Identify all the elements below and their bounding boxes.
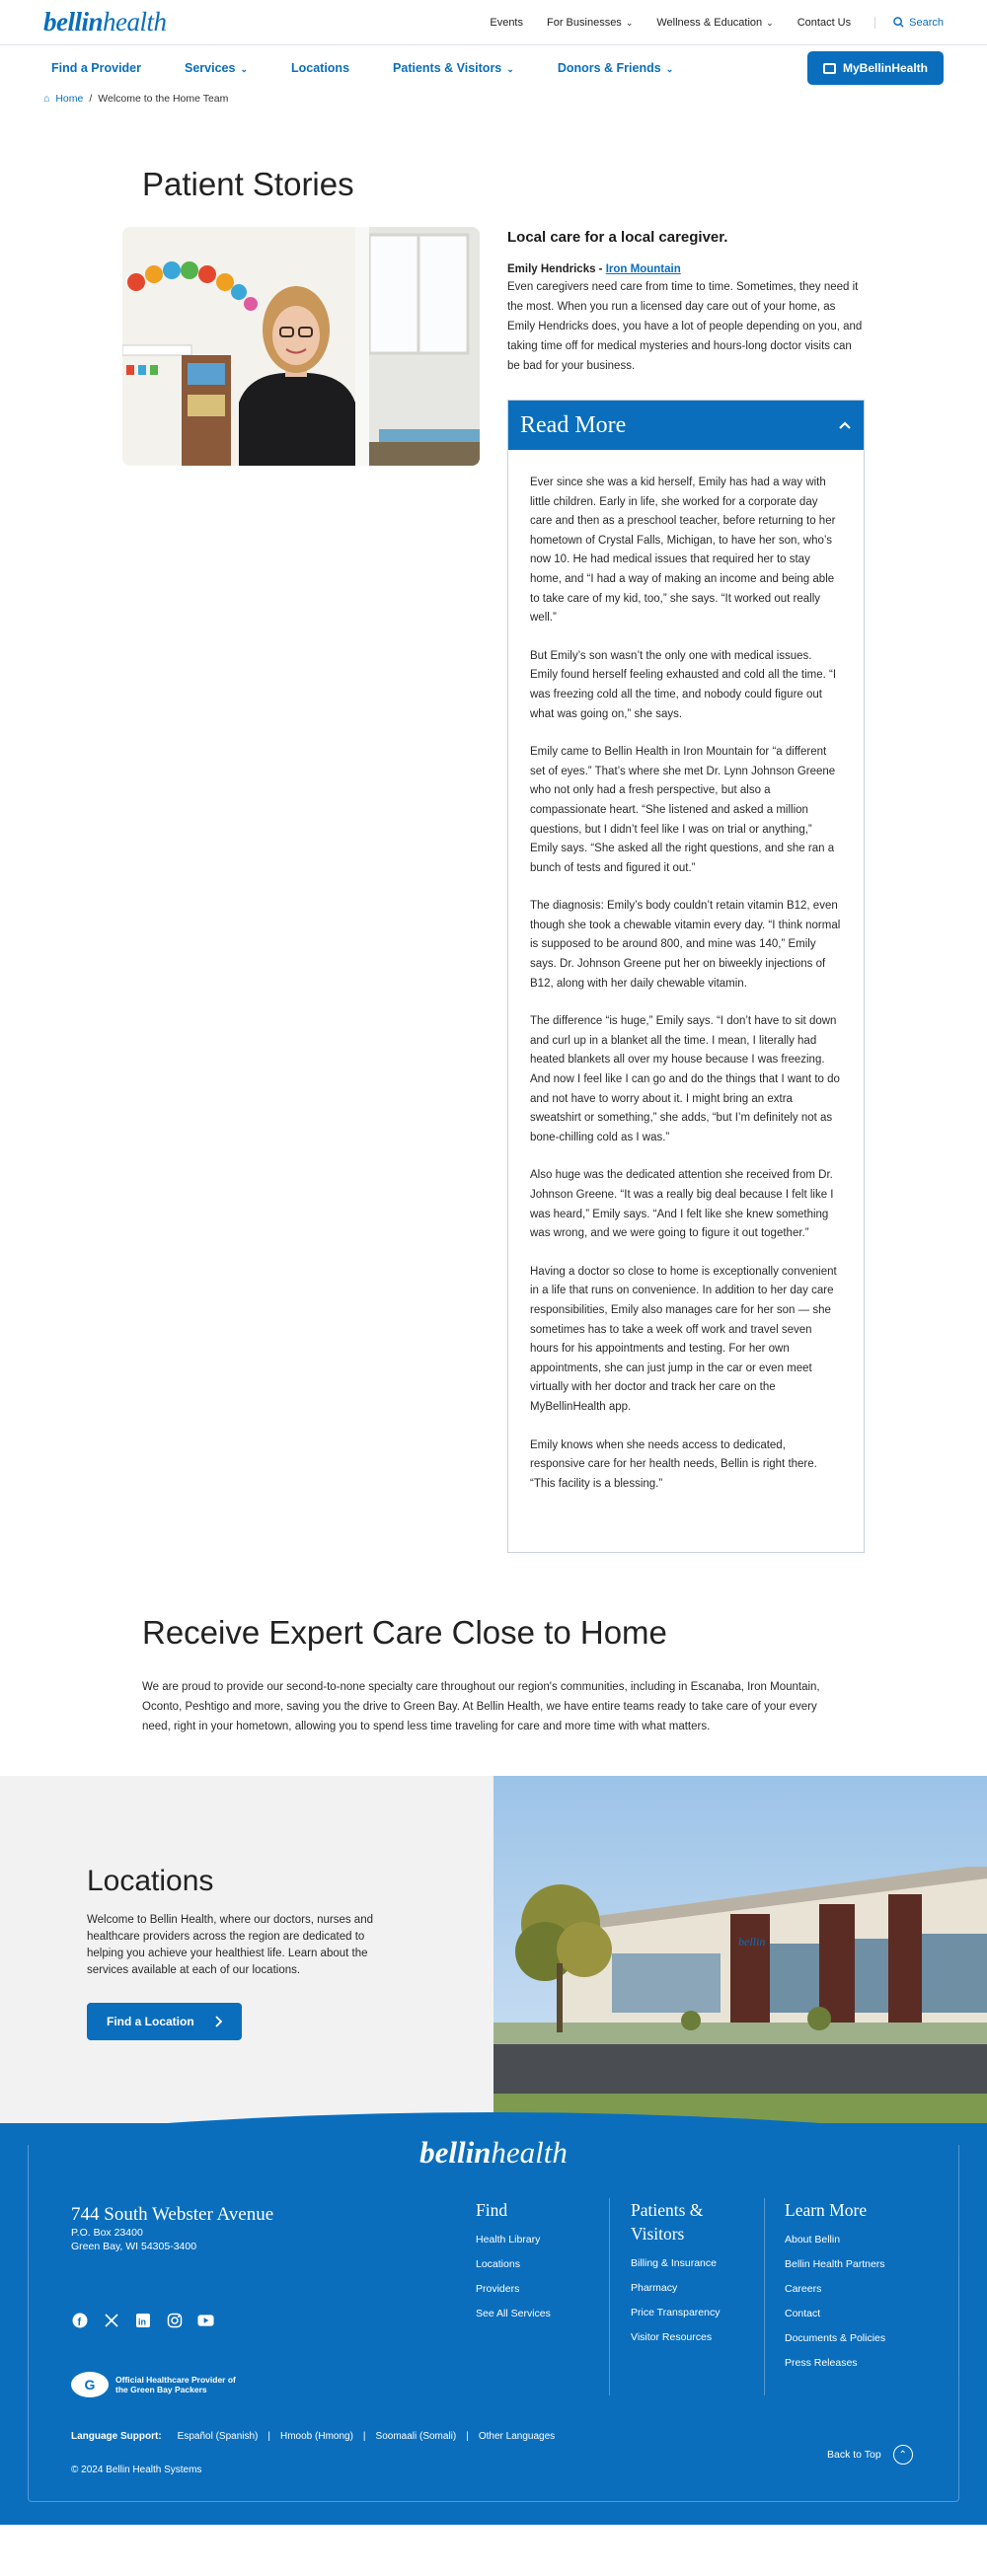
search-icon: [893, 17, 904, 28]
svg-text:in: in: [137, 2317, 146, 2327]
packers-badge[interactable]: [71, 2372, 236, 2397]
story-paragraph: The difference “is huge,” Emily says. “I don’t have to sit down and curl up in a blanket all the time. I mean, I literally had heated blankets all over my house because I was freezing. And now I feel like I can go and do the things that I want to do and not have to worry about it. I might bring an extra sweatshirt or something,” she adds, “but I’m definitely not as bone-chilling cold as I was.”: [530, 1015, 840, 1143]
find-location-button[interactable]: [87, 2003, 242, 2040]
breadcrumb-current: Welcome to the Home Team: [98, 93, 229, 105]
story-intro: Even caregivers need care from time to time. Sometimes, they need it the most. When you run a licensed day care out of your home, as Emily Hendricks does, you have a lot of people depending on you, and taking time off for medical mysteries and hours-long doctor visits can be bad for your business.: [507, 281, 863, 372]
language-somali[interactable]: Soomaali (Somali): [375, 2431, 457, 2443]
svg-text:bellin: bellin: [738, 1935, 766, 1950]
main-nav: [0, 45, 987, 91]
language-hmong[interactable]: Hmoob (Hmong): [280, 2431, 353, 2443]
footer-link[interactable]: Visitor Resources: [631, 2331, 713, 2344]
footer-link[interactable]: Pharmacy: [631, 2282, 678, 2295]
locations-title: Locations: [87, 1865, 214, 1898]
story-photo: [122, 227, 480, 466]
search-button[interactable]: [874, 17, 944, 29]
footer-link[interactable]: Bellin Health Partners: [785, 2258, 885, 2271]
back-to-top-button[interactable]: [827, 2445, 913, 2465]
chevron-down-icon: ⌄: [506, 64, 514, 74]
iron-mountain-link[interactable]: Iron Mountain: [605, 263, 681, 275]
site-header: [0, 0, 987, 105]
locations-section: [0, 1776, 987, 2143]
chevron-down-icon: ⌄: [766, 17, 774, 28]
top-bar: [0, 0, 987, 45]
footer-link[interactable]: Documents & Policies: [785, 2332, 886, 2345]
breadcrumb-separator: /: [89, 93, 93, 105]
footer-divider: [764, 2198, 765, 2395]
language-label: Language Support:: [71, 2431, 162, 2443]
story-paragraph: Ever since she was a kid herself, Emily has had a way with little children. Early in life, she worked for a corporate day care and then as a preschool teacher, before returning to her hometown of Crystal Falls, Michigan, to have her son, who’s now 10. He had medical issues that required her to stay home, and “I had a way of making an income and being able to take care of my kid, too,” she says. “It worked out really well.”: [530, 477, 836, 625]
locations-panel: [0, 1776, 494, 2143]
breadcrumb: [0, 91, 987, 105]
packers-line2: the Green Bay Packers: [115, 2385, 207, 2395]
language-spanish[interactable]: Español (Spanish): [177, 2431, 259, 2443]
language-other[interactable]: Other Languages: [478, 2431, 556, 2443]
story-headline: Local care for a local caregiver.: [507, 229, 728, 246]
footer-logo[interactable]: bellinhealth: [419, 2135, 568, 2171]
patient-story: [122, 227, 987, 1553]
story-byline: [507, 263, 865, 275]
utility-nav: [490, 17, 944, 29]
read-more-accordion: [507, 400, 865, 1553]
read-more-content: [508, 450, 864, 1552]
copyright: © 2024 Bellin Health Systems: [71, 2465, 202, 2476]
footer-link[interactable]: Press Releases: [785, 2357, 858, 2370]
packers-g-logo-icon: G: [71, 2372, 109, 2397]
instagram-icon[interactable]: [166, 2312, 183, 2328]
expert-care-body: We are proud to provide our second-to-none specialty care throughout our region's communities, including in Escanaba, Iron Mountain, Oconto, Peshtigo and more, saving you the drive to Green Bay. At Bellin Health, we have entire teams ready to take care of your every need, right in your hometown, allowing you to spend less time traveling for care and more time with what matters.: [142, 1681, 820, 1733]
linkedin-icon[interactable]: [134, 2312, 151, 2328]
footer-col-patients: [631, 2198, 729, 2356]
language-separator: |: [267, 2431, 270, 2443]
chevron-up-icon: [838, 420, 852, 430]
expert-care-section: [142, 1614, 823, 1736]
utility-events[interactable]: Events: [490, 16, 523, 29]
footer-col-title: Learn More: [785, 2200, 868, 2221]
nav-locations[interactable]: Locations: [290, 61, 350, 75]
utility-for-businesses[interactable]: For Businesses ⌄: [547, 16, 634, 29]
footer-link[interactable]: Billing & Insurance: [631, 2257, 717, 2270]
story-content: [507, 227, 865, 1553]
utility-contact[interactable]: Contact Us: [797, 16, 852, 29]
chevron-down-icon: ⌄: [240, 64, 248, 74]
nav-donors-friends[interactable]: Donors & Friends ⌄: [557, 61, 674, 75]
footer-link[interactable]: Careers: [785, 2283, 822, 2296]
mybellinhealth-button[interactable]: MyBellinHealth: [807, 51, 944, 85]
utility-wellness[interactable]: Wellness & Education ⌄: [656, 16, 774, 29]
back-to-top-label: Back to Top: [827, 2449, 881, 2462]
footer-link[interactable]: Contact: [785, 2308, 821, 2320]
address-city: Green Bay, WI 54305-3400: [71, 2241, 197, 2253]
portal-icon: [823, 63, 836, 74]
facebook-icon[interactable]: [71, 2312, 88, 2328]
find-location-label: Find a Location: [107, 2015, 194, 2029]
story-paragraph: Emily knows when she needs access to dedicated, responsive care for her health needs, Bellin is right there. “This facility is a blessing.”: [530, 1438, 817, 1490]
story-paragraph: The diagnosis: Emily’s body couldn’t retain vitamin B12, even though she took a chewable vitamin every day. “I think normal is supposed to be around 800, and mine was 140,” Emily says. Dr. Johnson Greene put her on biweekly injections of B12, along with her daily chewable vitamin.: [530, 900, 841, 990]
footer-col-learn: [785, 2198, 885, 2382]
locations-body: Welcome to Bellin Health, where our doctors, nurses and healthcare providers across the region are dedicated to helping you achieve your healthiest life. Learn about the services available at each of our locations.: [87, 1914, 373, 1977]
footer-link[interactable]: See All Services: [476, 2308, 551, 2320]
story-paragraph: Emily came to Bellin Health in Iron Mountain for “a different set of eyes.” That’s where she met Dr. Lynn Johnson Greene who not only had a fresh perspective, but also a compassionate heart. “She listened and asked a million questions, but I didn’t feel like I was on trial or anything,” Emily says. “She asked all the right questions, and she ran a bunch of tests and figured it out.”: [530, 746, 836, 874]
nav-find-provider[interactable]: Find a Provider: [51, 61, 141, 75]
chevron-up-icon: ⌃: [893, 2445, 913, 2465]
address-street: 744 South Webster Avenue: [71, 2204, 274, 2226]
language-separator: |: [466, 2431, 469, 2443]
nav-patients-visitors[interactable]: Patients & Visitors ⌄: [393, 61, 514, 75]
page-title: Patient Stories: [142, 166, 354, 202]
language-separator: |: [362, 2431, 366, 2443]
nav-services[interactable]: Services ⌄: [185, 61, 248, 75]
story-paragraph: Also huge was the dedicated attention she received from Dr. Johnson Greene. “It was a really big deal because I felt like I was heard,” Emily says. “And I felt like she knew something was wrong, and we were going to figure it out together.”: [530, 1169, 834, 1240]
story-paragraph: But Emily’s son wasn’t the only one with medical issues. Emily found herself feeling exhausted and cold all the time. “I was freezing cold all the time, and nobody could figure out what was going on,” she says.: [530, 649, 837, 720]
breadcrumb-home[interactable]: Home: [55, 93, 84, 105]
svg-text:f: f: [77, 2316, 81, 2328]
home-icon: ⌂: [43, 93, 50, 105]
chevron-down-icon: ⌄: [665, 64, 674, 74]
location-building-photo: [494, 1776, 987, 2143]
youtube-icon[interactable]: [197, 2312, 214, 2328]
search-label: Search: [909, 16, 944, 29]
read-more-label: Read More: [520, 411, 627, 438]
bellin-logo[interactable]: bellinhealth: [43, 7, 167, 37]
footer-link[interactable]: About Bellin: [785, 2234, 841, 2246]
footer-link[interactable]: Health Library: [476, 2234, 541, 2246]
site-footer: [0, 2123, 987, 2525]
address-po-box: P.O. Box 23400: [71, 2227, 143, 2240]
footer-link[interactable]: Providers: [476, 2283, 520, 2296]
footer-link[interactable]: Locations: [476, 2258, 520, 2271]
packers-line1: Official Healthcare Provider of: [115, 2375, 236, 2386]
footer-address: [71, 2204, 273, 2253]
x-twitter-icon[interactable]: [103, 2312, 119, 2328]
footer-col-title: Find: [476, 2200, 508, 2221]
social-links: [71, 2312, 214, 2328]
chevron-right-icon: [214, 2016, 222, 2027]
story-author: Emily Hendricks -: [507, 263, 606, 275]
expert-care-title: Receive Expert Care Close to Home: [142, 1614, 667, 1652]
story-paragraph: Having a doctor so close to home is exceptionally convenient in a life that runs on convenience. In addition to her day care responsibilities, Emily also manages care for her son — she sometimes has to take a week off work and travel seven hours for his appointments and testing. For her own appointments, she can just jump in the car or even meet virtually with her doctor and track her care on the MyBellinHealth app.: [530, 1265, 837, 1413]
read-more-toggle[interactable]: [508, 401, 864, 450]
footer-link[interactable]: Price Transparency: [631, 2307, 721, 2319]
language-support: [71, 2431, 555, 2442]
footer-divider: [609, 2198, 610, 2395]
footer-col-find: [476, 2198, 574, 2332]
footer-col-title: Patients & Visitors: [631, 2200, 704, 2245]
chevron-down-icon: ⌄: [625, 17, 634, 28]
